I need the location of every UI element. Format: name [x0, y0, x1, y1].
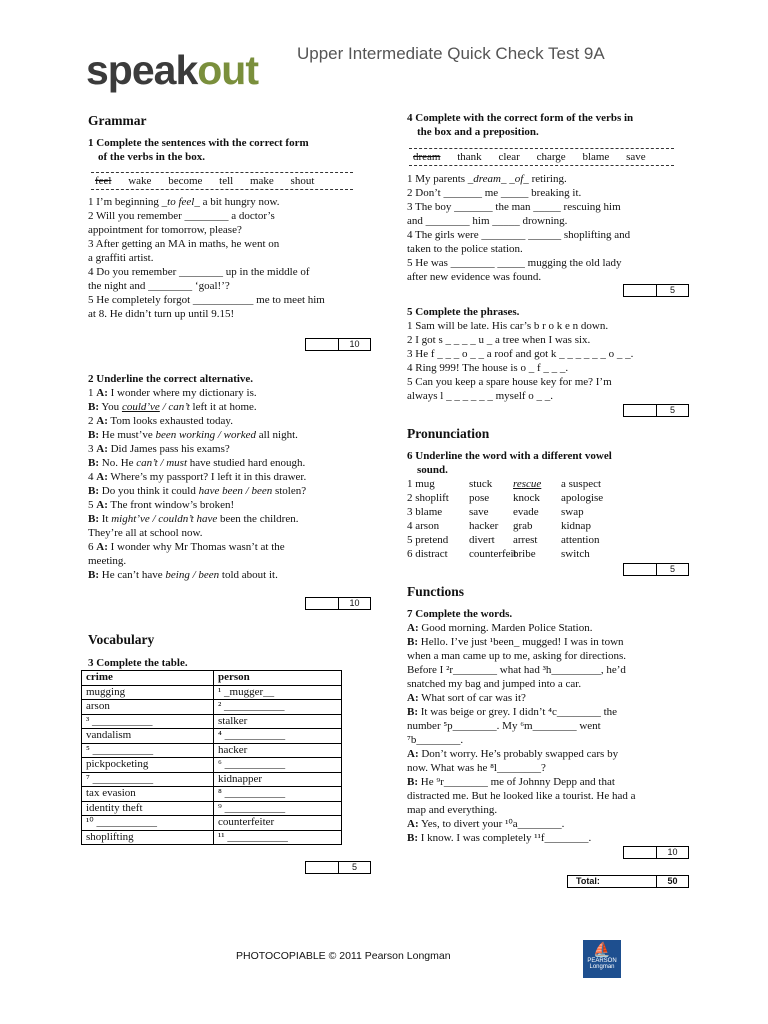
q6-row: 4 arson hacker grab kidnap — [407, 520, 591, 532]
q4-score: 5 — [669, 285, 675, 295]
table-cell: ² ___________ — [214, 700, 342, 715]
q5-line: 5 Can you keep a spare house key for me? I’m — [407, 376, 612, 388]
table-cell: shoplifting — [82, 830, 214, 845]
q4-instr-line1: 4 Complete with the correct form of the verbs in — [407, 112, 634, 124]
q7-line: A: Good morning. Marden Police Station. — [407, 622, 593, 634]
q5-score: 5 — [669, 405, 675, 415]
q2-line: B: He can’t have being / been told about it. — [88, 569, 278, 581]
table-cell: ⁸ ___________ — [214, 787, 342, 802]
ship-icon: ⛵ — [593, 941, 611, 957]
pronunciation-heading: Pronunciation — [407, 426, 490, 441]
q2-line: meeting. — [88, 555, 127, 567]
q7-line: A: What sort of car was it? — [407, 692, 526, 704]
table-row — [82, 685, 342, 700]
q1-line: 2 Will you remember ________ a doctor’s — [88, 210, 275, 222]
speakout-logo — [86, 47, 259, 93]
q4-word-box — [409, 148, 674, 166]
table-cell: ¹⁰ ___________ — [82, 816, 214, 831]
q7-line: B: I know. I was completely ¹¹f________. — [407, 832, 592, 844]
q1-score: 10 — [349, 339, 360, 349]
q7-line: distracted me. But he looked like a tourist. He had a — [407, 790, 636, 802]
q6-instruction — [407, 449, 612, 477]
grammar-heading: Grammar — [88, 113, 147, 128]
word-clear: clear — [498, 151, 520, 163]
table-cell: arson — [82, 700, 214, 715]
q1-instruction — [88, 136, 309, 164]
test-title: Upper Intermediate Quick Check Test 9A — [297, 44, 605, 63]
word-tell: tell — [219, 175, 234, 187]
q2-line: 2 A: Tom looks exhausted today. — [88, 415, 233, 427]
table-cell: crime — [82, 671, 214, 686]
q2-line: 3 A: Did James pass his exams? — [88, 443, 230, 455]
q4-line: 4 The girls were ________ ______ shoplifting and — [407, 229, 631, 241]
q6-rows — [407, 477, 631, 561]
q4-line: 2 Don’t _______ me _____ breaking it. — [407, 187, 582, 199]
q2-line: B: You could’ve / can’t left it at home. — [88, 401, 257, 413]
word-save: save — [626, 151, 646, 163]
table-cell: ¹ _mugger__ — [214, 685, 342, 700]
vocabulary-heading: Vocabulary — [88, 632, 155, 647]
q1-line: 1 I’m beginning _to feel_ a bit hungry now. — [88, 196, 280, 208]
q4-line: 5 He was ________ _____ mugging the old lady — [407, 257, 622, 269]
table-cell: ⁹ ___________ — [214, 801, 342, 816]
q3-instruction: 3 Complete the table. — [88, 657, 188, 669]
q1-line: 4 Do you remember ________ up in the middle of — [88, 266, 310, 278]
table-cell: vandalism — [82, 729, 214, 744]
total-score: 50 — [667, 876, 678, 886]
q2-line: B: No. He can’t / must have studied hard enough. — [88, 457, 306, 469]
q7-instruction: 7 Complete the words. — [407, 608, 513, 620]
table-row — [82, 787, 342, 802]
table-cell: ⁴ ___________ — [214, 729, 342, 744]
table-row — [82, 743, 342, 758]
q2-line: B: It might’ve / couldn’t have been the children. — [88, 513, 299, 525]
table-cell: mugging — [82, 685, 214, 700]
q1-line: appointment for tomorrow, please? — [88, 224, 242, 236]
table-cell: ⁷ ___________ — [82, 772, 214, 787]
q5-line: 1 Sam will be late. His car’s b r o k e n down. — [407, 320, 609, 332]
q6-score-box — [623, 563, 689, 576]
word-become: become — [168, 175, 203, 187]
total-box — [567, 875, 689, 888]
q7-line: when a man came up to me, asking for directions. — [407, 650, 627, 662]
total-label: Total: — [568, 876, 657, 887]
table-row — [82, 801, 342, 816]
q2-line: B: Do you think it could have been / been stolen? — [88, 485, 307, 497]
q7-line: ⁷b________. — [407, 734, 464, 746]
table-row — [82, 729, 342, 744]
table-header — [82, 671, 342, 686]
q2-instruction: 2 Underline the correct alternative. — [88, 373, 254, 385]
table-row — [82, 772, 342, 787]
functions-heading: Functions — [407, 584, 465, 599]
table-cell: ⁵ ___________ — [82, 743, 214, 758]
q6-row: 2 shoplift pose knock apologise — [407, 492, 604, 504]
q2-line: 4 A: Where’s my passport? I left it in this drawer. — [88, 471, 307, 483]
vocab-table — [81, 670, 342, 845]
logo-text-out: out — [197, 47, 259, 93]
word-make: make — [249, 175, 274, 187]
table-cell: ³ ___________ — [82, 714, 214, 729]
q7-line: B: He ⁹r________ me of Johnny Depp and that — [407, 776, 615, 788]
q7-line: number ⁵p________. My ⁶m________ went — [407, 720, 601, 732]
logo-longman: Longman — [589, 964, 615, 970]
q7-line: snatched my bag and jumped into a car. — [407, 678, 582, 690]
q1-score-box — [305, 338, 371, 351]
q7-line: A: Don’t worry. He’s probably swapped cars by — [407, 748, 619, 760]
word-blame: blame — [582, 151, 610, 163]
q2-line: They’re all at school now. — [88, 527, 203, 539]
q1-line: a graffiti artist. — [88, 252, 154, 264]
q1-sentences — [88, 195, 325, 321]
q5-line: 4 Ring 999! The house is o _ f _ _ _. — [407, 362, 569, 374]
q1-word-box — [91, 172, 353, 190]
table-cell: identity theft — [82, 801, 214, 816]
q1-line: 5 He completely forgot ___________ me to meet him — [88, 294, 325, 306]
q1-line: the night and ________ ‘goal!’? — [88, 280, 230, 292]
q5-score-box — [623, 404, 689, 417]
q4-line: 1 My parents _dream_ _of_ retiring. — [407, 173, 567, 185]
q4-instr-line2: the box and a preposition. — [417, 126, 539, 138]
q2-line: 6 A: I wonder why Mr Thomas wasn’t at the — [88, 541, 285, 553]
table-cell: kidnapper — [214, 772, 342, 787]
q5-sentences — [407, 319, 633, 403]
q2-score-box — [305, 597, 371, 610]
table-row — [82, 714, 342, 729]
pearson-longman-logo — [583, 940, 621, 978]
q3-score: 5 — [351, 862, 357, 872]
q2-score: 10 — [349, 598, 360, 608]
q2-line: 5 A: The front window’s broken! — [88, 499, 235, 511]
table-row — [82, 700, 342, 715]
word-thank: thank — [457, 151, 482, 163]
q6-instr-line1: 6 Underline the word with a different vowel — [407, 450, 612, 462]
q7-line: B: It was beige or grey. I didn’t ⁴c________ the — [407, 706, 618, 718]
q1-instr-line1: 1 Complete the sentences with the correct form — [88, 137, 309, 149]
q4-line: taken to the police station. — [407, 243, 523, 255]
q7-dialogue — [407, 621, 636, 845]
q4-sentences — [407, 172, 630, 284]
q4-line: and ________ him _____ drowning. — [407, 215, 568, 227]
word-shout: shout — [290, 175, 315, 187]
word-charge: charge — [536, 151, 566, 163]
q6-row: 5 pretend divert arrest attention — [407, 534, 600, 546]
logo-text-speak: speak — [86, 47, 198, 93]
table-row — [82, 816, 342, 831]
q4-instruction — [407, 111, 633, 139]
q7-line: B: Hello. I’ve just ¹been_ mugged! I was in town — [407, 636, 624, 648]
q3-score-box — [305, 861, 371, 874]
q5-line: always l _ _ _ _ _ _ myself o _ _. — [407, 390, 554, 402]
table-cell: tax evasion — [82, 787, 214, 802]
word-wake: wake — [128, 175, 152, 187]
q1-instr-line2: of the verbs in the box. — [98, 151, 205, 163]
q7-line: now. What was he ⁸l________? — [407, 762, 546, 774]
q5-line: 3 He f _ _ _ o _ _ a roof and got k _ _ _ _ _ _ o _ _. — [407, 348, 634, 360]
q2-line: B: He must’ve been working / worked all night. — [88, 429, 298, 441]
q4-line: 3 The boy _______ the man _____ rescuing him — [407, 201, 621, 213]
q6-row: 3 blame save evade swap — [407, 506, 584, 518]
q5-line: 2 I got s _ _ _ _ u _ a tree when I was six. — [407, 334, 591, 346]
table-cell: person — [214, 671, 342, 686]
table-cell: stalker — [214, 714, 342, 729]
q4-line: after new evidence was found. — [407, 271, 542, 283]
q6-score: 5 — [669, 564, 675, 574]
table-cell: counterfeiter — [214, 816, 342, 831]
q2-sentences — [88, 386, 306, 582]
q5-instruction: 5 Complete the phrases. — [407, 306, 520, 318]
table-row — [82, 758, 342, 773]
q7-line: A: Yes, to divert your ¹⁰a________. — [407, 818, 565, 830]
q7-score: 10 — [667, 847, 678, 857]
word-dream: dream — [413, 151, 441, 163]
word-feel: feel — [95, 175, 112, 187]
table-cell: ⁶ ___________ — [214, 758, 342, 773]
logo-pearson: PEARSON — [587, 958, 617, 964]
q6-row: 6 distract counterfeitbribe switch — [407, 548, 590, 560]
q6-instr-line2: sound. — [417, 464, 448, 476]
table-row — [82, 830, 342, 845]
table-cell: pickpocketing — [82, 758, 214, 773]
q7-score-box — [623, 846, 689, 859]
q2-line: 1 A: I wonder where my dictionary is. — [88, 387, 257, 399]
table-cell: ¹¹ ___________ — [214, 830, 342, 845]
q1-line: at 8. He didn’t turn up until 9.15! — [88, 308, 235, 320]
q7-line: map and everything. — [407, 804, 498, 816]
table-cell: hacker — [214, 743, 342, 758]
q4-score-box — [623, 284, 689, 297]
copyright-footer: PHOTOCOPIABLE © 2011 Pearson Longman — [236, 950, 451, 962]
q7-line: Before I ²r________ what had ³h_________, he’d — [407, 664, 626, 676]
q6-row: 1 mug stuck rescue a suspect — [407, 478, 602, 490]
q1-line: 3 After getting an MA in maths, he went on — [88, 238, 280, 250]
